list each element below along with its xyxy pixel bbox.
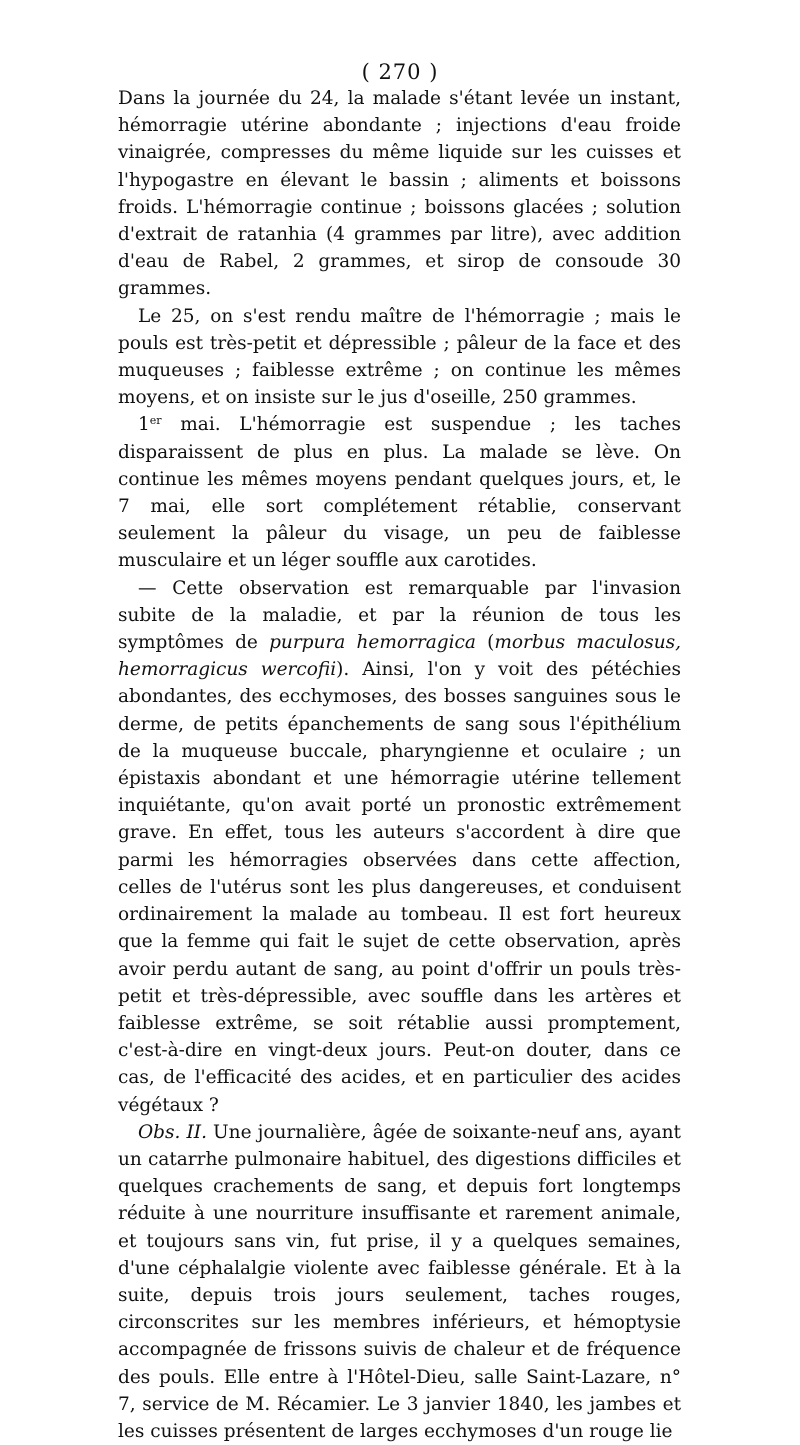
- paragraph-first-may: [118, 411, 681, 574]
- paragraph-text-part: (: [475, 632, 495, 654]
- paragraph-observation-two: [118, 1119, 681, 1445]
- date-superscript: er: [149, 414, 162, 428]
- italic-term: purpura hemorragica: [269, 632, 476, 654]
- paragraph-text-part: — Cette observation est remarquable par l'invasion subite de la maladie, et par la réunion de tous les symptômes de: [118, 577, 681, 654]
- paragraph-observation-remarks: [118, 575, 681, 1119]
- paragraph-day-25: Le 25, on s'est rendu maître de l'hémorragie ; mais le pouls est très-petit et dépressible ; pâleur de la face et des muqueuses ; faiblesse extrême ; on continue les mêmes moyens, et on insiste sur le jus d'oseille, 250 grammes.: [118, 305, 681, 409]
- paragraph-text: Une journalière, âgée de soixante-neuf ans, ayant un catarrhe pulmonaire habituel, des digestions difficiles et quelques crachements de sang, et depuis fort longtemps réduite à une nourriture insuffisante et rarement animale, et toujours sans vin, fut prise, il y a quelques semaines, d'une céphalalgie violente avec faiblesse générale. Et à la suite, depuis trois jours seulement, taches rouges, circonscrites sur les membres inférieurs, et hémoptysie accompagnée de frissons suivis de chaleur et de fréquence des pouls. Elle entre à l'Hôtel-Dieu, salle Saint-Lazare, n° 7, service de M. Récamier. Le 3 janvier 1840, les jambes et les cuisses présentent de larges ecchymoses d'un rouge lie: [118, 1121, 681, 1442]
- date-number: 1: [138, 414, 150, 436]
- text-body: [118, 85, 681, 1445]
- page-number: ( 270 ): [361, 60, 439, 84]
- paragraph-text-part: ). Ainsi, l'on y voit des pétéchies abondantes, des ecchymoses, des bosses sanguines sous le derme, de petits épanchements de sang sous l'épithélium de la muqueuse buccale, pharyngienne et oculaire ; un épistaxis abondant et une hémorragie utérine tellement inquiétante, qu'on avait porté un pronostic extrêmement grave. En effet, tous les auteurs s'accordent à dire que parmi les hémorragies observées dans cette affection, celles de l'utérus sont les plus dangereuses, et conduisent ordinairement la malade au tombeau. Il est fort heureux que la femme qui fait le sujet de cette observation, après avoir perdu autant de sang, au point d'offrir un pouls très-petit et très-dépressible, avec souffle dans les artères et faiblesse extrême, se soit rétablie aussi promptement, c'est-à-dire en vingt-deux jours. Peut-on douter, dans ce cas, de l'efficacité des acides, et en particulier des acides végétaux ?: [118, 659, 682, 1116]
- observation-heading: Obs. II.: [138, 1121, 207, 1143]
- paragraph-hemorrhage-24: Dans la journée du 24, la malade s'étant levée un instant, hémorragie utérine abondante ; injections d'eau froide vinaigrée, compresses du même liquide sur les cuisses et l'hypogastre en élevant le bassin ; aliments et boissons froids. L'hémorragie continue ; boissons glacées ; solution d'extrait de ratanhia (4 grammes par litre), avec addition d'eau de Rabel, 2 grammes, et sirop de consoude 30 grammes.: [118, 88, 681, 300]
- paragraph-text: mai. L'hémorragie est suspendue ; les taches disparaissent de plus en plus. La malade se lève. On continue les mêmes moyens pendant quelques jours, et, le 7 mai, elle sort complétement rétablie, conservant seulement la pâleur du visage, un peu de faiblesse musculaire et un léger souffle aux carotides.: [118, 414, 681, 572]
- italic-term: morbus maculosus, hemorragicus wercofii: [118, 632, 681, 681]
